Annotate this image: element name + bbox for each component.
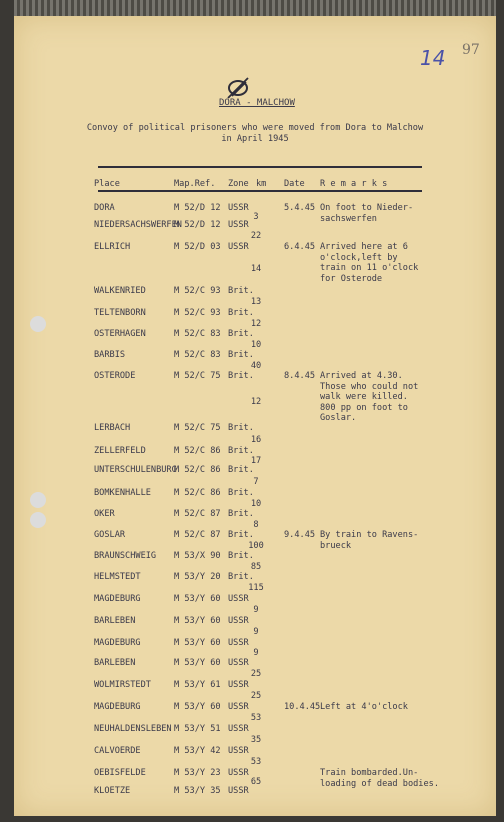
place-cell: MAGDEBURG — [94, 594, 141, 604]
header-zone: Zone — [228, 179, 249, 189]
km-cell: 115 — [248, 583, 264, 593]
zone-cell: Brit. — [228, 286, 254, 296]
map-ref-cell: M 53/Y 42 — [174, 746, 221, 756]
remark-line: Left at 4'o'clock — [320, 702, 408, 712]
km-cell: 9 — [253, 648, 259, 658]
place-cell: ELLRICH — [94, 242, 131, 252]
place-cell: OEBISFELDE — [94, 768, 146, 778]
km-cell: 65 — [250, 777, 262, 787]
zone-cell: Brit. — [228, 465, 254, 475]
place-cell: BARBIS — [94, 350, 126, 360]
zone-cell: Brit. — [228, 446, 254, 456]
subtitle-line-1: Convoy of political prisoners who were moved from Dora to Malchow — [86, 123, 424, 133]
map-ref-cell: M 52/C 83 — [174, 329, 221, 339]
remark-line: loading of dead bodies. — [320, 778, 439, 789]
km-cell: 8 — [253, 519, 259, 530]
zone-cell: Brit. — [228, 371, 254, 381]
map-ref-cell: M 53/Y 60 — [174, 616, 221, 626]
header-rule — [98, 190, 422, 192]
place-cell: NIEDERSACHSWERFEN — [94, 220, 182, 230]
remark-line: By train to Ravens- — [320, 530, 419, 540]
zone-cell: USSR — [228, 702, 249, 712]
map-ref-cell: M 52/C 86 — [174, 465, 221, 475]
map-ref-cell: M 52/C 87 — [174, 509, 221, 519]
map-ref-cell: M 53/Y 60 — [174, 658, 221, 668]
map-ref-cell: M 53/X 90 — [174, 551, 221, 561]
remark-line: walk were killed. — [320, 392, 408, 402]
km-cell: 35 — [250, 735, 262, 745]
map-ref-cell: M 52/C 93 — [174, 286, 221, 296]
zone-cell: USSR — [228, 638, 249, 648]
map-ref-cell: M 52/C 83 — [174, 350, 221, 360]
map-ref-cell: M 52/D 12 — [174, 220, 221, 230]
remarks-cell — [320, 702, 408, 713]
place-cell: WOLMIRSTEDT — [94, 680, 151, 690]
header-place: Place — [94, 179, 120, 189]
document-page — [14, 16, 496, 816]
zone-cell: USSR — [228, 680, 249, 690]
document-title: DORA - MALCHOW — [219, 98, 295, 108]
remark-line: Arrived at 4.30. — [320, 371, 403, 381]
km-cell: 25 — [250, 691, 262, 701]
zone-cell: USSR — [228, 724, 249, 734]
map-ref-cell: M 53/Y 23 — [174, 768, 221, 778]
place-cell: ZELLERFELD — [94, 446, 146, 456]
km-cell: 53 — [250, 713, 262, 723]
place-cell: GOSLAR — [94, 530, 126, 540]
km-cell: 9 — [253, 605, 259, 615]
remark-line: On foot to Nieder- — [320, 203, 414, 213]
date-cell: 9.4.45 — [284, 530, 316, 540]
zone-cell: Brit. — [228, 329, 254, 339]
km-cell: 10 — [250, 339, 262, 350]
place-cell: OSTERODE — [94, 371, 136, 381]
place-cell: DORA — [94, 203, 115, 213]
remark-line: Train bombarded.Un- — [320, 768, 419, 778]
zone-cell: USSR — [228, 242, 249, 252]
zone-cell: USSR — [228, 594, 249, 604]
place-cell: LERBACH — [94, 423, 131, 433]
remark-line: Those who could not — [320, 381, 419, 392]
zone-cell: Brit. — [228, 488, 254, 498]
map-ref-cell: M 52/C 93 — [174, 308, 221, 318]
map-ref-cell: M 53/Y 20 — [174, 572, 221, 582]
zone-cell: USSR — [228, 203, 249, 213]
zone-cell: USSR — [228, 658, 249, 668]
map-ref-cell: M 53/Y 61 — [174, 680, 221, 690]
remark-line: 800 pp on foot to — [320, 402, 408, 413]
zone-cell: USSR — [228, 220, 249, 230]
km-cell: 12 — [250, 318, 262, 329]
km-cell: 10 — [250, 498, 262, 509]
remark-line: Arrived here at 6 — [320, 242, 408, 252]
km-cell: 7 — [253, 476, 259, 487]
km-cell: 13 — [250, 297, 262, 307]
punch-hole-3 — [30, 512, 46, 528]
zone-cell: Brit. — [228, 308, 254, 318]
place-cell: OKER — [94, 509, 115, 519]
map-ref-cell: M 52/D 03 — [174, 242, 221, 252]
map-ref-cell: M 53/Y 60 — [174, 702, 221, 712]
km-cell: 85 — [250, 561, 262, 572]
zone-cell: Brit. — [228, 551, 254, 561]
place-cell: KLOETZE — [94, 786, 131, 796]
km-cell: 25 — [250, 669, 262, 679]
map-ref-cell: M 52/C 75 — [174, 371, 221, 381]
remark-line: Goslar. — [320, 413, 357, 423]
map-ref-cell: M 52/C 87 — [174, 530, 221, 540]
km-cell: 100 — [248, 540, 264, 551]
header-map-ref: Map.Ref. — [174, 179, 216, 189]
zone-cell: Brit. — [228, 509, 254, 519]
km-cell: 22 — [250, 231, 262, 241]
place-cell: TELTENBORN — [94, 308, 146, 318]
remarks-cell — [320, 530, 418, 551]
zone-cell: USSR — [228, 786, 249, 796]
zone-cell: USSR — [228, 768, 249, 778]
zone-cell: Brit. — [228, 572, 254, 582]
document-subtitle — [28, 123, 482, 145]
remarks-cell — [320, 371, 418, 424]
date-cell: 8.4.45 — [284, 371, 316, 381]
place-cell: MAGDEBURG — [94, 638, 141, 648]
film-perforation-strip — [14, 0, 496, 16]
place-cell: UNTERSCHULENBURG — [94, 465, 177, 475]
remarks-cell — [320, 242, 418, 284]
km-cell: 14 — [250, 264, 262, 274]
place-cell: OSTERHAGEN — [94, 329, 146, 339]
place-cell: BARLEBEN — [94, 658, 136, 668]
map-ref-cell: M 53/Y 35 — [174, 786, 221, 796]
punch-hole-2 — [30, 492, 46, 508]
place-cell: BRAUNSCHWEIG — [94, 551, 157, 561]
zone-cell: USSR — [228, 616, 249, 626]
place-cell: NEUHALDENSLEBEN — [94, 724, 172, 734]
remark-line: train on 11 o'clock — [320, 263, 419, 273]
km-cell: 17 — [250, 455, 262, 466]
km-cell: 3 — [253, 211, 259, 222]
date-cell: 6.4.45 — [284, 242, 316, 252]
date-cell: 5.4.45 — [284, 203, 316, 213]
place-cell: HELMSTEDT — [94, 572, 141, 582]
punch-hole-1 — [30, 316, 46, 332]
km-cell: 53 — [250, 757, 262, 767]
place-cell: BOMKENHALLE — [94, 488, 151, 498]
map-ref-cell: M 52/C 75 — [174, 423, 221, 433]
map-ref-cell: M 52/D 12 — [174, 203, 221, 213]
remarks-cell — [320, 768, 439, 789]
km-cell: 16 — [250, 434, 262, 445]
stamped-page-number: 97 — [462, 42, 480, 58]
remark-line: o'clock,left by — [320, 252, 398, 263]
map-ref-cell: M 52/C 86 — [174, 488, 221, 498]
place-cell: BARLEBEN — [94, 616, 136, 626]
zone-cell: Brit. — [228, 530, 254, 540]
zone-cell: Brit. — [228, 423, 254, 433]
header-date: Date — [284, 179, 305, 189]
top-rule — [98, 166, 422, 168]
date-cell: 10.4.45 — [284, 702, 321, 712]
remark-line: sachswerfen — [320, 213, 377, 224]
place-cell: WALKENRIED — [94, 286, 146, 296]
place-cell: CALVOERDE — [94, 746, 141, 756]
km-cell: 12 — [250, 397, 262, 407]
map-ref-cell: M 52/C 86 — [174, 446, 221, 456]
remarks-cell — [320, 203, 413, 224]
map-ref-cell: M 53/Y 60 — [174, 638, 221, 648]
map-ref-cell: M 53/Y 60 — [174, 594, 221, 604]
map-ref-cell: M 53/Y 51 — [174, 724, 221, 734]
handwritten-page-number: 14 — [420, 46, 446, 70]
place-cell: MAGDEBURG — [94, 702, 141, 712]
zone-cell: Brit. — [228, 350, 254, 360]
subtitle-line-2: in April 1945 — [221, 134, 289, 144]
zone-cell: USSR — [228, 746, 249, 756]
remark-line: for Osterode — [320, 273, 383, 284]
remark-line: brueck — [320, 540, 352, 551]
km-cell: 40 — [250, 360, 262, 371]
header-km: km — [256, 179, 267, 189]
header-remarks: R e m a r k s — [320, 179, 388, 189]
km-cell: 9 — [253, 627, 259, 637]
